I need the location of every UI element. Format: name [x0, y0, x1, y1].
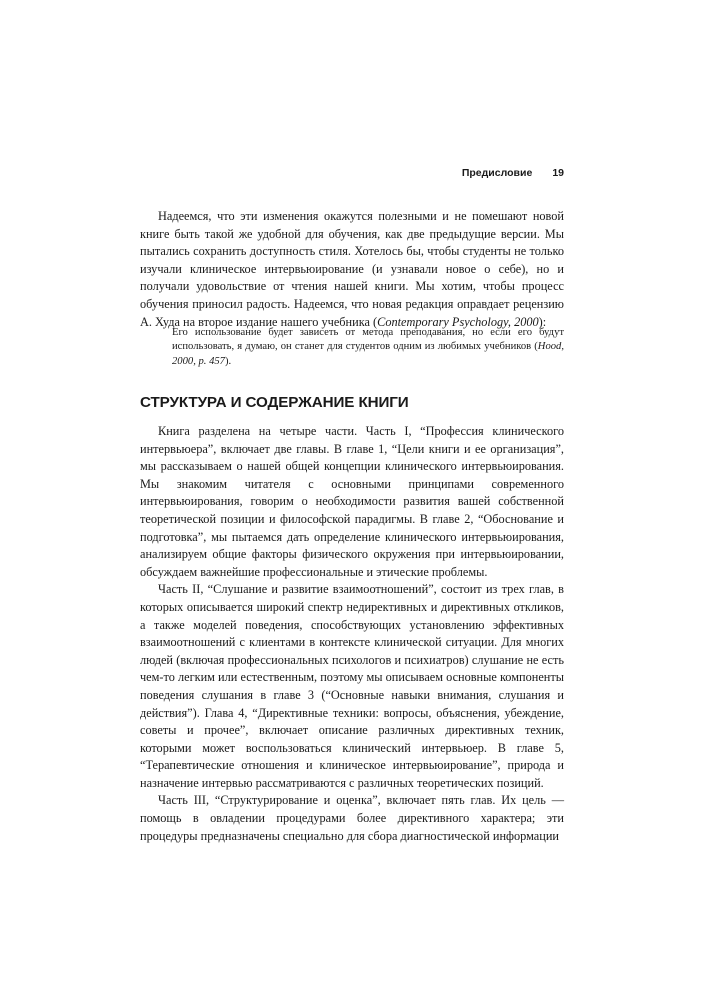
intro-block	[140, 208, 564, 331]
block-quote	[172, 326, 564, 369]
page-number: 19	[552, 167, 564, 179]
quote-citation: Hood, 2000, p. 457	[172, 341, 564, 367]
quote-text-end: ).	[224, 355, 232, 367]
paragraph-part-2: Часть II, “Слушание и развитие взаимоотношений”, состоит из трех глав, в которых описывается широкий спектр недирективных и директивных откликов, а также моделей поведения, способствующих установлению эффективных взаимоотношений с клиентами в контексте клинической ситуации. Для многих людей (включая профессиональных психологов и психиатров) слушание не есть чем-то легким или естественным, поэтому мы описываем основные компоненты поведения слушания в главе 3 (“Основные навыки внимания, слушания и действия”). Глава 4, “Директивные техники: вопросы, объяснения, убеждение, советы и прочее”, включает описание различных директивных техник, которыми может воспользоваться клинический интервьюер. В главе 5, “Терапевтические отношения и клиническое интервьюирование”, природа и назначение интервью рассматриваются с различных теоретических позиций.	[140, 582, 564, 790]
quote-text: Его использование будет зависеть от метода преподавания, но если его будут использовать, я думаю, он станет для студентов одним из любимых учебников (	[172, 327, 564, 353]
intro-paragraph	[140, 208, 564, 331]
intro-text: Надеемся, что эти изменения окажутся полезными и не помешают новой книге быть такой же удобной для обучения, как две предыдущие версии. Мы пытались сохранить доступность стиля. Хотелось бы, чтобы студенты не только изучали клиническое интервьюирование (и узнавали новое о себе), но и получали удовольствие от чтения нашей книги. Мы хотим, чтобы процесс обучения приносил радость. Надеемся, что новая редакция оправдает рецензию А. Худа на второе издание нашего учебника (	[140, 209, 564, 329]
paragraph-part-1: Книга разделена на четыре части. Часть I, “Профессия клинического интервьюера”, включает две главы. В главе 1, “Цели книги и ее организация”, мы рассказываем о нашей общей концепции клинического интервьюирования. Мы знакомим читателя с основными принципами современного интервьюирования, говорим о необходимости развития вашей собственной теоретической позиции и философской парадигмы. В главе 2, “Обоснование и подготовка”, мы пытаемся дать определение клинического интервьюирования, анализируем общие факторы физического окружения при интервьюировании, обсуждаем важнейшие профессиональные и этические проблемы.	[140, 424, 564, 579]
intro-citation: Contemporary Psychology, 2000	[377, 314, 539, 329]
intro-text-end: ):	[538, 314, 547, 329]
section-title: СТРУКТУРА И СОДЕРЖАНИЕ КНИГИ	[140, 394, 409, 411]
running-head-section: Предисловие	[461, 167, 533, 179]
paragraph-part-3: Часть III, “Структурирование и оценка”, включает пять глав. Их цель — помощь в овладении процедурами более директивного характера; эти процедуры предназначены специально для сбора диагностической информации	[140, 793, 564, 843]
section-body	[140, 423, 564, 845]
running-head	[140, 167, 564, 179]
